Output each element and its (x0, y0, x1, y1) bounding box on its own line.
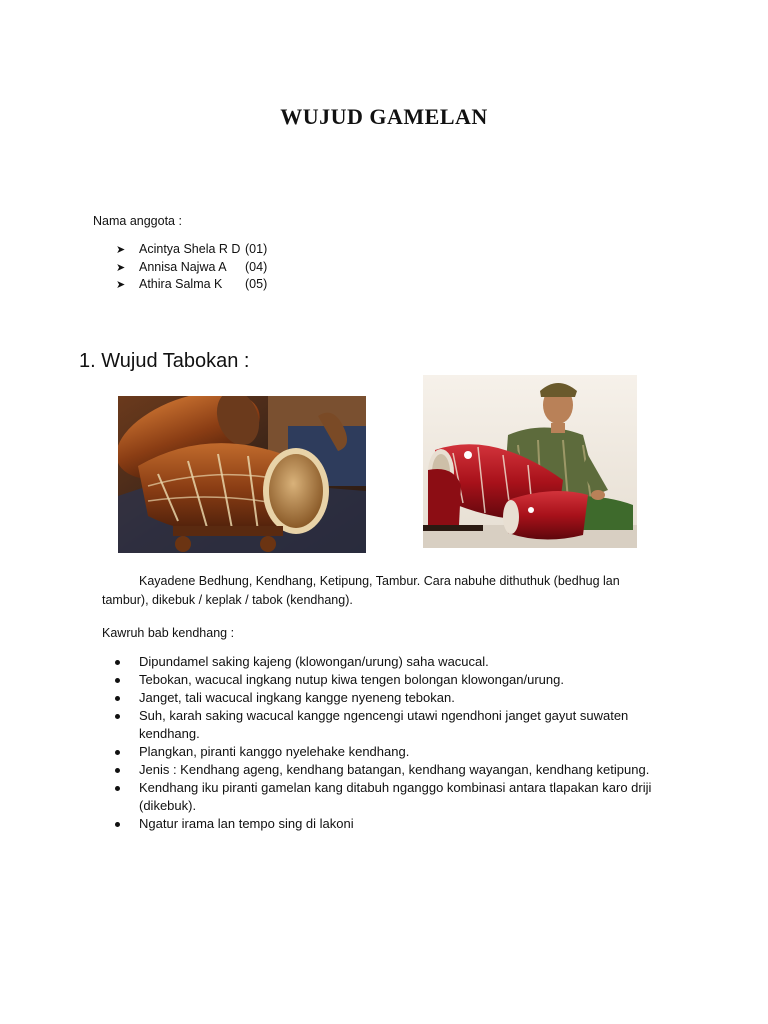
list-item-text: Janget, tali wacucal ingkang kangge nyeneng tebokan. (139, 690, 455, 705)
list-item (115, 779, 685, 815)
kendhang-photo (118, 396, 366, 553)
member-number: (04) (245, 259, 268, 274)
list-item (116, 241, 267, 259)
list-item-text: Plangkan, piranti kanggo nyelehake kendhang. (139, 744, 410, 759)
arrow-bullet-icon: ➤ (116, 244, 126, 256)
description-paragraph: Kayadene Bedhung, Kendhang, Ketipung, Tambur. Cara nabuhe dithuthuk (bedhug lan tambur), dikebuk / keplak / tabok (kendhang). (102, 574, 620, 607)
member-number: (01) (245, 242, 268, 256)
member-name: Athira Salma K (139, 277, 223, 291)
section-heading: 1. Wujud Tabokan : (79, 350, 250, 372)
list-item (115, 761, 685, 779)
list-item (116, 259, 267, 277)
list-item (115, 653, 685, 671)
list-item (115, 707, 685, 743)
bullet-dot-icon (115, 660, 120, 665)
member-number: (05) (245, 277, 268, 291)
list-item-text: Jenis : Kendhang ageng, kendhang batangan, kendhang wayangan, kendhang ketipung. (139, 762, 650, 777)
bullet-dot-icon (115, 822, 120, 827)
member-name: Acintya Shela R D (139, 242, 241, 256)
bullet-dot-icon (115, 714, 120, 719)
list-item-text: Ngatur irama lan tempo sing di lakoni (139, 816, 354, 831)
list-item-text: Suh, karah saking wacucal kangge ngencengi utawi ngendhoni janget gayut suwaten kendhang. (139, 708, 629, 741)
list-item (115, 689, 685, 707)
members-label: Nama anggota : (93, 214, 182, 228)
kendhang-player-photo (423, 375, 637, 548)
bullet-dot-icon (115, 768, 120, 773)
document-title: WUJUD GAMELAN (280, 104, 488, 129)
list-item (115, 671, 685, 689)
bullet-dot-icon (115, 696, 120, 701)
list-item (116, 276, 267, 294)
bullet-dot-icon (115, 678, 120, 683)
member-name: Annisa Najwa A (139, 259, 227, 274)
list-item-text: Tebokan, wacucal ingkang nutup kiwa tengen bolongan klowongan/urung. (139, 672, 564, 687)
arrow-bullet-icon: ➤ (116, 279, 126, 291)
members-list (116, 241, 267, 294)
list-item (115, 815, 685, 833)
arrow-bullet-icon: ➤ (116, 261, 126, 274)
list-item-text: Kendhang iku piranti gamelan kang ditabuh nganggo kombinasi antara tlapakan karo driji (dikebuk). (139, 780, 652, 813)
kendhang-facts-list (115, 653, 685, 833)
list-item-text: Dipundamel saking kajeng (klowongan/urung) saha wacucal. (139, 654, 489, 669)
bullet-dot-icon (115, 750, 120, 755)
bullet-dot-icon (115, 786, 120, 791)
kawruh-label: Kawruh bab kendhang : (102, 626, 235, 640)
list-item (115, 743, 685, 761)
